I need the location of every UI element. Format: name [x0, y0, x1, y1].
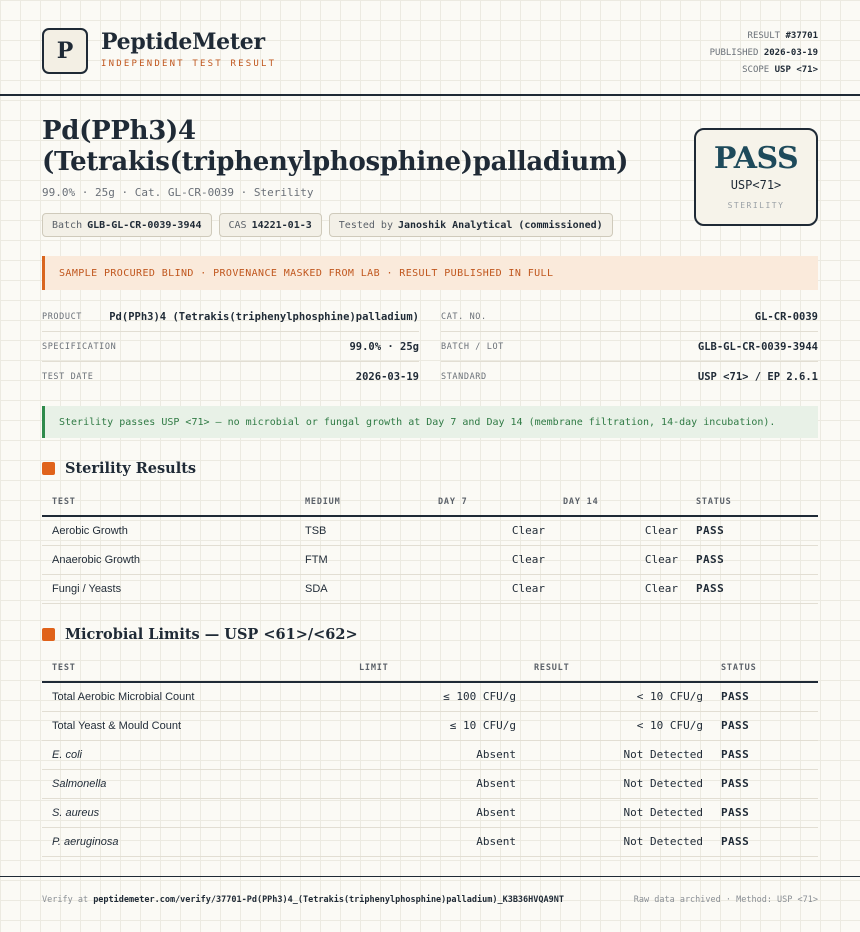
section-marker-icon: [42, 628, 55, 641]
result: < 10 CFU/g: [534, 682, 721, 711]
day7-result: Clear: [438, 574, 563, 603]
info-value: 2026-03-19: [355, 371, 419, 383]
info-row-cat-no: [441, 302, 818, 332]
info-row-product: [42, 302, 419, 332]
column-header: DAY 14: [563, 489, 696, 516]
test-name: E. coli: [42, 740, 359, 769]
info-label: CAT. NO.: [441, 311, 487, 322]
test-name: Total Yeast & Mould Count: [42, 711, 359, 740]
verdict-standard: USP<71>: [730, 178, 782, 192]
info-label: STANDARD: [441, 372, 487, 382]
chip-value: 14221-01-3: [251, 219, 312, 231]
column-header: MEDIUM: [305, 489, 438, 516]
info-value: GL-CR-0039: [754, 310, 818, 323]
section-marker-icon: [42, 462, 55, 475]
limit: Absent: [359, 740, 534, 769]
limit: Absent: [359, 769, 534, 798]
section-title: Sterility Results: [65, 460, 197, 477]
verdict-word: PASS: [713, 141, 799, 176]
table-header-row: [42, 489, 818, 516]
brand-tagline: INDEPENDENT TEST RESULT: [101, 59, 277, 69]
medium: SDA: [305, 574, 438, 603]
verdict-scope: STERILITY: [727, 201, 785, 210]
product-title: Pd(PPh3)4 (Tetrakis(triphenylphosphine)palladium): [42, 116, 629, 177]
blind-notice: SAMPLE PROCURED BLIND · PROVENANCE MASKED FROM LAB · RESULT PUBLISHED IN FULL: [42, 256, 818, 290]
column-header: LIMIT: [359, 655, 534, 682]
result: < 10 CFU/g: [534, 711, 721, 740]
table-row: [42, 516, 818, 545]
table-row: [42, 769, 818, 798]
microbial-section-header: [42, 626, 358, 643]
info-label: PRODUCT: [42, 311, 83, 322]
sterility-summary: Sterility passes USP <71> — no microbial or fungal growth at Day 7 and Day 14 (membrane filtration, 14-day incubation).: [42, 406, 818, 438]
status-badge: PASS: [721, 711, 818, 740]
report-footer: [42, 895, 818, 905]
result: Not Detected: [534, 798, 721, 827]
info-value: USP <71> / EP 2.6.1: [697, 371, 818, 383]
limit: ≤ 100 CFU/g: [359, 682, 534, 711]
table-row: [42, 682, 818, 711]
chip-value: GLB-GL-CR-0039-3944: [87, 219, 202, 231]
product-subtitle: 99.0% · 25g · Cat. GL-CR-0039 · Sterility: [42, 186, 314, 199]
scope-value: USP <71>: [774, 65, 818, 75]
info-row-test-date: [42, 362, 419, 392]
test-name: P. aeruginosa: [42, 827, 359, 856]
column-header: DAY 7: [438, 489, 563, 516]
test-name: Anaerobic Growth: [42, 545, 305, 574]
sterility-table: [42, 489, 818, 604]
result: Not Detected: [534, 827, 721, 856]
info-grid-left: [42, 302, 419, 392]
column-header: TEST: [42, 489, 305, 516]
status-badge: PASS: [696, 545, 818, 574]
status-badge: PASS: [721, 769, 818, 798]
archive-note: Raw data archived · Method: USP <71>: [633, 895, 818, 905]
limit: ≤ 10 CFU/g: [359, 711, 534, 740]
info-row-specification: [42, 332, 419, 362]
test-name: Aerobic Growth: [42, 516, 305, 545]
info-row-standard: [441, 362, 818, 392]
status-badge: PASS: [721, 682, 818, 711]
table-row: [42, 545, 818, 574]
report-meta: [710, 28, 818, 79]
medium: TSB: [305, 516, 438, 545]
medium: FTM: [305, 545, 438, 574]
test-name: Fungi / Yeasts: [42, 574, 305, 603]
status-badge: PASS: [696, 574, 818, 603]
status-badge: PASS: [721, 798, 818, 827]
day7-result: Clear: [438, 545, 563, 574]
column-header: TEST: [42, 655, 359, 682]
tested-by-chip: [329, 213, 613, 237]
test-name: Total Aerobic Microbial Count: [42, 682, 359, 711]
brand-name[interactable]: PeptideMeter: [101, 29, 265, 55]
brand-logo: P: [42, 28, 88, 74]
limit: Absent: [359, 798, 534, 827]
verify-line: [42, 895, 564, 905]
table-row: [42, 574, 818, 603]
table-row: [42, 740, 818, 769]
column-header: STATUS: [696, 489, 818, 516]
report-header: [0, 0, 860, 96]
footer-divider: [0, 876, 860, 877]
info-row-batch-lot: [441, 332, 818, 362]
limit: Absent: [359, 827, 534, 856]
day14-result: Clear: [563, 516, 696, 545]
status-badge: PASS: [721, 740, 818, 769]
chip-label: CAS: [228, 219, 247, 231]
info-label: TEST DATE: [42, 372, 94, 382]
info-label: BATCH / LOT: [441, 341, 504, 352]
test-name: S. aureus: [42, 798, 359, 827]
section-title: Microbial Limits — USP <61>/<62>: [65, 626, 358, 643]
table-row: [42, 711, 818, 740]
column-header: STATUS: [721, 655, 818, 682]
result-label: RESULT: [747, 31, 781, 41]
day14-result: Clear: [563, 545, 696, 574]
chip-value: Janoshik Analytical (commissioned): [397, 219, 603, 231]
chip-label: Batch: [52, 219, 83, 231]
microbial-table: [42, 655, 818, 857]
published-label: PUBLISHED: [709, 48, 759, 58]
table-row: [42, 798, 818, 827]
info-value: Pd(PPh3)4 (Tetrakis(triphenylphosphine)palladium): [109, 310, 419, 323]
info-label: SPECIFICATION: [42, 341, 117, 352]
status-badge: PASS: [721, 827, 818, 856]
table-header-row: [42, 655, 818, 682]
published-date: 2026-03-19: [763, 48, 818, 58]
column-header: RESULT: [534, 655, 721, 682]
table-row: [42, 827, 818, 856]
scope-label: SCOPE: [742, 65, 770, 75]
day14-result: Clear: [563, 574, 696, 603]
product-chips: [42, 213, 613, 237]
sterility-section-header: [42, 460, 196, 477]
result-number: #37701: [785, 31, 818, 41]
chip-label: Tested by: [338, 219, 393, 231]
info-grid-right: [441, 302, 818, 392]
verify-label: Verify at: [42, 895, 89, 905]
cas-chip: [219, 213, 322, 237]
batch-chip: [42, 213, 212, 237]
result: Not Detected: [534, 769, 721, 798]
verify-link[interactable]: peptidemeter.com/verify/37701-Pd(PPh3)4_(Tetrakis(triphenylphosphine)palladium)_K3B36HVQA9NT: [93, 895, 564, 905]
info-value: 99.0% · 25g: [349, 340, 419, 353]
test-name: Salmonella: [42, 769, 359, 798]
info-value: GLB-GL-CR-0039-3944: [697, 340, 818, 353]
verdict-stamp: [694, 128, 818, 226]
result: Not Detected: [534, 740, 721, 769]
status-badge: PASS: [696, 516, 818, 545]
day7-result: Clear: [438, 516, 563, 545]
